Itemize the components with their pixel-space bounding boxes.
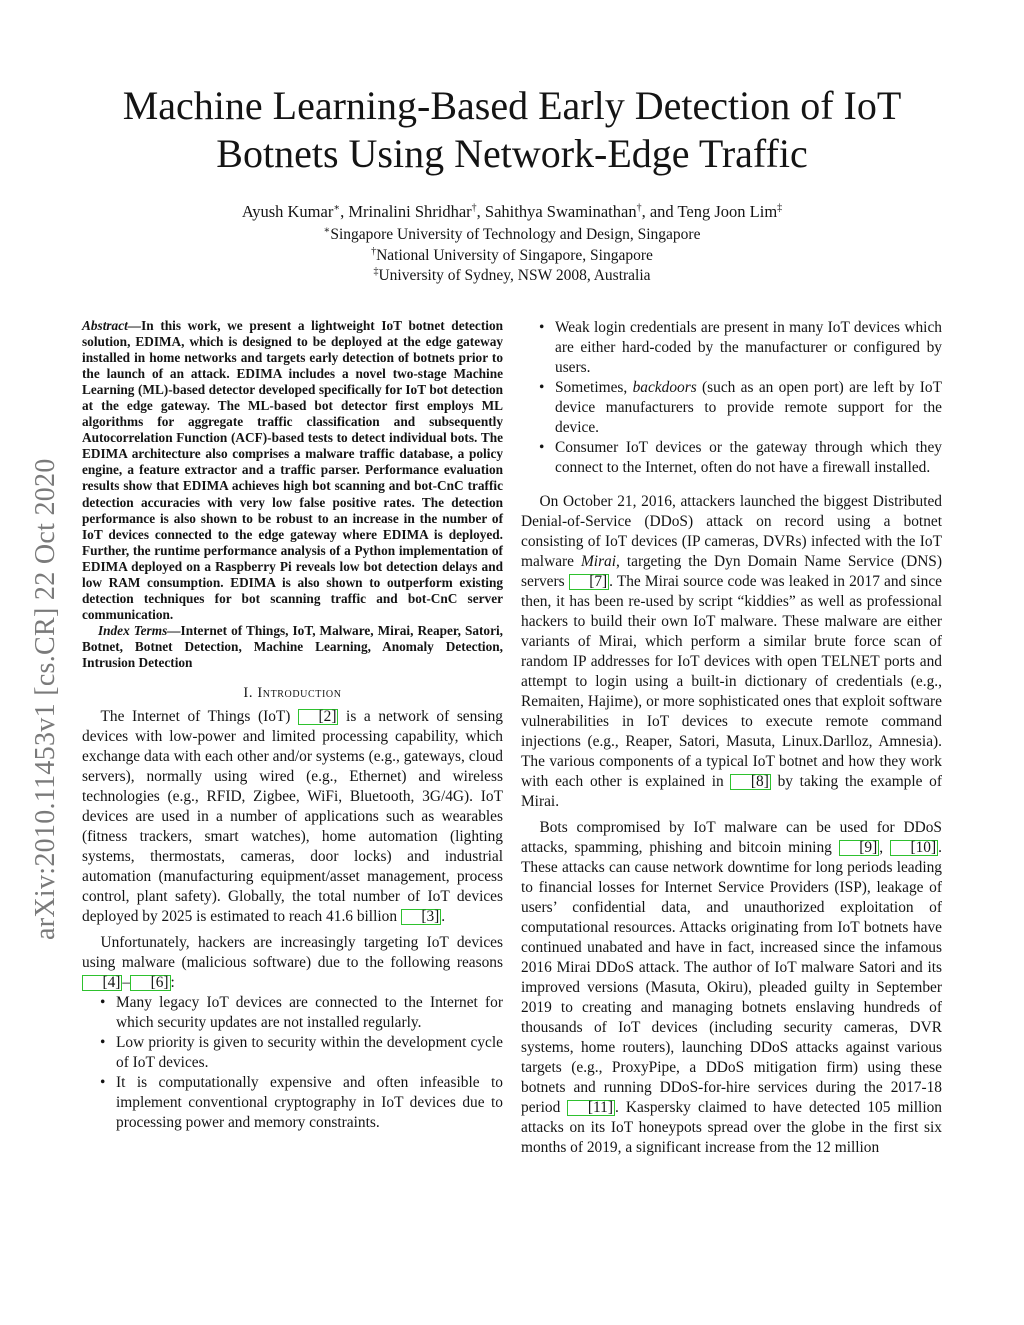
text-run: – [122,974,131,992]
list-item [521,378,942,438]
bullet-icon: • [100,1074,106,1092]
list-item [82,1033,503,1073]
author-list [0,202,1024,222]
text-run: . [441,908,446,926]
abstract [82,318,503,623]
citation-link[interactable]: [7] [569,574,609,590]
list-item [521,318,942,378]
author-mark: ∗ [333,202,341,214]
author-name: Mrinalini Shridhar [348,202,472,221]
citation-link[interactable]: [10] [890,840,938,856]
author-mark: † [636,202,642,214]
author-name: Teng Joon Lim [677,202,778,221]
section-title: Introduction [257,685,342,702]
reasons-list-left [82,993,503,1133]
text-run: : [170,974,175,992]
citation-link[interactable]: [2] [298,709,338,725]
text-run: by taking the example of Mirai. [521,773,942,810]
emphasis-text: backdoors [632,379,697,396]
text-run: Bots compromised by IoT malware can be used for DDoS attacks, spamming, phishing and bitcoin mining [521,819,942,856]
author-mark: ‡ [777,202,783,214]
abstract-label: Abstract— [82,318,142,333]
affiliation [0,225,1024,246]
bullet-icon: • [100,1034,106,1052]
affiliation-mark: ∗ [323,224,331,236]
citation-link[interactable]: [11] [567,1100,615,1116]
abstract-text: In this work, we present a lightweight IoT botnet detection solution, EDIMA, which is designed to be deployed at the edge gateway installed in home networks and targets early detection of botnets prior to the launch of an attack. EDIMA includes a novel two-stage Machine Learning (ML)-based detector developed specifically for IoT bot detection at the edge gateway. The ML-based bot detector first employs ML algorithms for aggregate traffic classification and subsequently Autocorrelation Function (ACF)-based tests to detect individual bots. The EDIMA architecture also comprises a malware traffic database, a policy engine, a feature extractor and a traffic parser. Performance evaluation results show that EDIMA achieves high bot scanning and bot-CnC traffic detection accuracies with very low false positive rates. The detection performance is also shown to be robust to an increase in the number of IoT devices connected to the edge gateway where EDIMA is deployed. Further, the runtime performance analysis of a Python implementation of EDIMA deployed on a Raspberry Pi reveals low bot detection delays and low RAM consumption. EDIMA is also shown to outperform existing detection techniques for bot scanning traffic and bot-CnC server communication. [82,318,503,622]
intro-paragraph-2 [82,933,503,993]
list-item [521,438,942,478]
text-run: . The Mirai source code was leaked in 2017 and since then, it has been re-used by script “kiddies” as well as professional hackers to build their own IoT malware. These malware are either variants of Mirai, which perform a similar brute force scan of random IP addresses for IoT devices with open TELNET ports and attempt to login using a built-in dictionary of credentials (e.g., Remaiten, Hajime), or more sophisticated ones that exploit software vulnerabilities in IoT devices to execute remote command injections (e.g., Reaper, Satori, Masuta, Linux.Darlloz, Amnesia). The various components of a typical IoT botnet and how they work with each other is explained in [521,573,942,790]
emphasis-text: Mirai [580,553,617,570]
list-item-text: Many legacy IoT devices are connected to the Internet for which security updates are not installed regularly. [116,994,503,1032]
author-name: Sahithya Swaminathan [484,202,637,221]
affiliation-mark: ‡ [373,265,379,277]
reasons-list-right [521,318,942,478]
citation-link[interactable]: [9] [839,840,879,856]
intro-paragraph-1 [82,707,503,927]
author-separator: , [340,202,349,221]
author-name: Ayush Kumar [241,202,334,221]
text-run: . Kaspersky claimed to have detected 105 million attacks on its IoT honeypots spread over the globe in the first six months of 2019, a significant increase from the 12 million [521,1099,942,1156]
author-separator: , and [641,202,678,221]
title-line-1: Machine Learning-Based Early Detection of IoT [122,83,902,128]
bullet-icon: • [539,439,545,456]
text-run: (such as an open port) are left by IoT device manufacturers to provide remote support for the device. [555,379,942,436]
text-run: Unfortunately, hackers are increasingly targeting IoT devices using malware (malicious software) due to the following reasons [82,934,503,972]
bullet-icon: • [100,994,106,1012]
citation-link[interactable]: [3] [401,909,441,925]
affiliation [0,246,1024,267]
affiliation-text: National University of Singapore, Singapore [376,246,653,264]
list-item-text: Low priority is given to security within the development cycle of IoT devices. [116,1034,503,1072]
list-item-text: Consumer IoT devices or the gateway through which they connect to the Internet, often do not have a firewall installed. [555,439,942,476]
list-item-text: Weak login credentials are present in many IoT devices which are either hard-coded by the manufacturer or configured by users. [555,319,942,376]
affiliation-text: University of Sydney, NSW 2008, Australia [378,267,651,284]
text-run: is a network of sensing devices with low-power and limited processing capability, which exchange data with each other and/or systems (e.g., gateways, cloud servers), normally using wired (e.g., Ethernet) and wireless technologies (e.g., RFID, Zigbee, WiFi, Bluetooth, 3G/4G). IoT devices are used in a number of applications such as wearables (fitness trackers, smart watches), home automation (lighting systems, thermostats, cameras, door locks) and industrial automation (manufacturing equipment/asset management, process control, plant safety). Globally, the total number of IoT devices deployed by 2025 is estimated to reach 41.6 billion [82,708,503,926]
bullet-icon: • [539,379,545,396]
text-run: , targeting the Dyn Domain Name Service (DNS) servers [521,553,942,590]
index-terms [82,623,503,671]
bullet-icon: • [539,319,545,336]
list-item [82,1073,503,1133]
citation-link[interactable]: [4] [82,975,122,991]
section-heading [82,683,503,703]
arxiv-identifier[interactable]: arXiv:2010.11453v1 [cs.CR] 22 Oct 2020 [30,458,61,940]
text-run: On October 21, 2016, attackers launched the biggest Distributed Denial-of-Service (DDoS) attack on record using a botnet consisting of IoT devices (IP cameras, DVRs) infected with the IoT malware [521,493,942,570]
text-run: The Internet of Things (IoT) [100,708,299,726]
author-separator: , [476,202,485,221]
text-run: Sometimes, [555,379,633,396]
citation-link[interactable]: [6] [130,975,170,991]
paper-title [0,82,1024,178]
affiliation-mark: † [371,245,377,257]
right-column [521,318,942,1158]
body-paragraph-mirai [521,492,942,812]
index-terms-label: Index Terms— [97,622,181,638]
author-mark: † [471,202,477,214]
left-column [82,318,503,1133]
title-line-2: Botnets Using Network-Edge Traffic [216,131,808,176]
list-item-text: It is computationally expensive and often infeasible to implement conventional cryptography in IoT devices due to processing power and memory constraints. [116,1074,503,1132]
section-number: I. [243,685,258,702]
affiliation-list [0,225,1024,287]
affiliation [0,266,1024,287]
text-run: , [879,839,891,856]
index-terms-text: Internet of Things, IoT, Malware, Mirai, Reaper, Satori, Botnet, Botnet Detection, Machine Learning, Anomaly Detection, Intrusion Detection [82,622,503,670]
list-item [82,993,503,1033]
affiliation-text: Singapore University of Technology and Design, Singapore [330,226,701,243]
text-run: . These attacks can cause network downtime for long periods leading to financial losses for Internet Service Providers (ISP), leakage of users’ confidential data, and unauthorized exploitation of computational resources. Attacks originating from IoT botnets have continued unabated and have in fact, increased since the infamous 2016 Mirai DDoS attack. The author of IoT malware Satori and its improved versions (Masuta, Okiru), pleaded guilty in September 2019 to creating and managing botnets enslaving hundreds of thousands of IoT devices (including security cameras, DVR systems, home routers), launching DDoS attacks against various targets (e.g., ProxyPipe, a DDoS mitigation firm) using these botnets and running DDoS-for-hire services during the 2017-18 period [521,839,942,1116]
citation-link[interactable]: [8] [730,774,770,790]
body-paragraph-bots [521,818,942,1158]
